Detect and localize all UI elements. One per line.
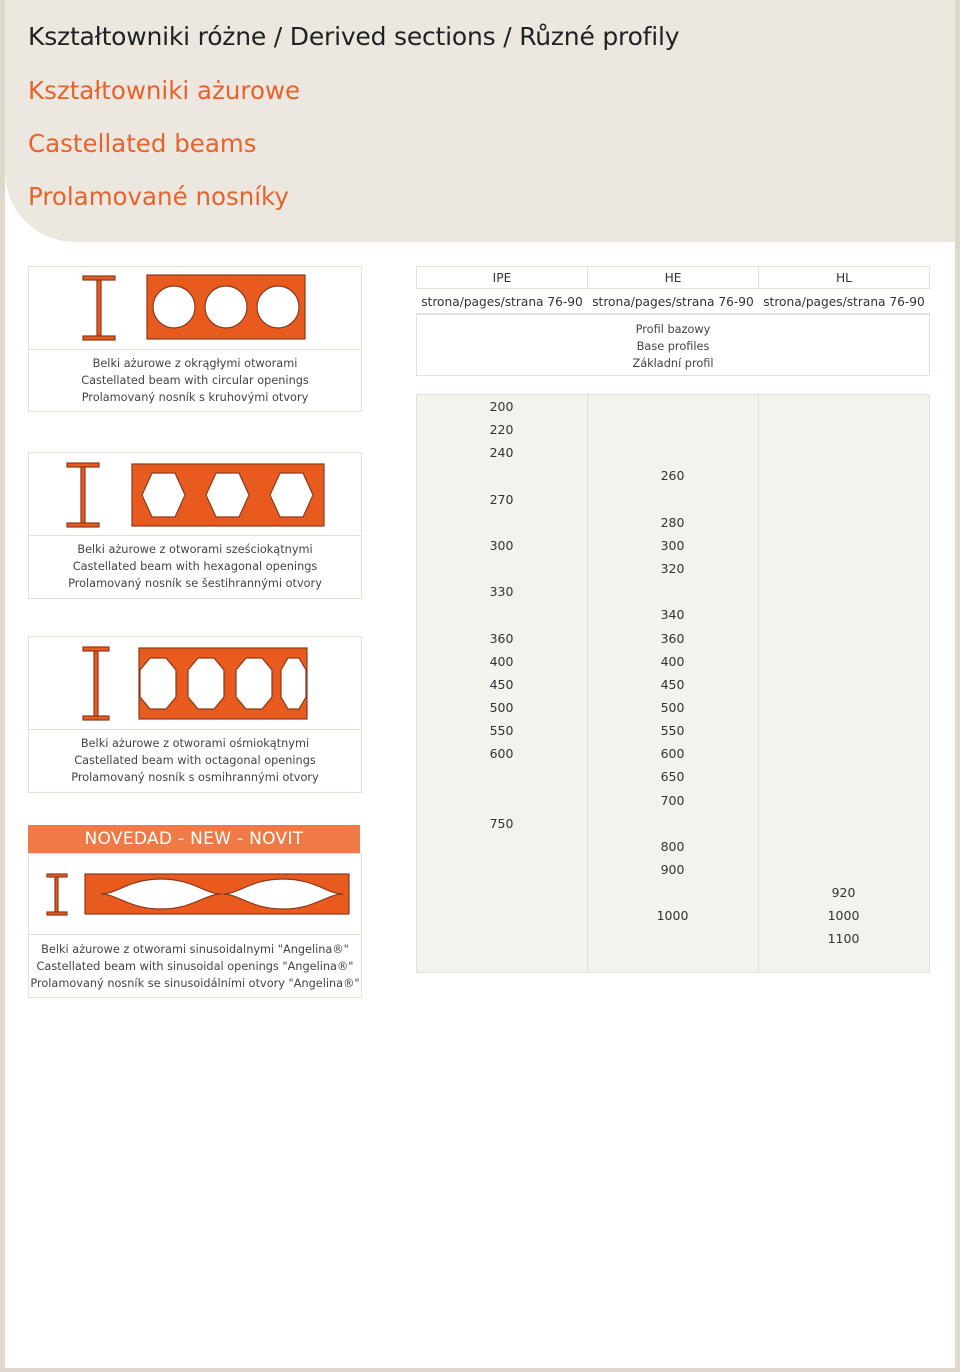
profile-value-ipe: 300 <box>489 538 514 553</box>
profile-value-he: 450 <box>660 677 685 692</box>
i-beam-hexagonal-openings-icon <box>29 453 361 535</box>
profile-value-he: 550 <box>660 723 685 738</box>
caption-en: Castellated beam with sinusoidal openings "Angelina®" <box>36 960 354 973</box>
profile-value-hl: 1000 <box>827 908 860 923</box>
profile-value-he: 340 <box>660 607 685 622</box>
profile-value-he: 320 <box>660 561 685 576</box>
caption-pl: Belki ażurowe z otworami sinusoidalnymi "Angelina®" <box>41 943 349 956</box>
profile-value-he: 360 <box>660 631 685 646</box>
profile-value-he: 700 <box>660 793 685 808</box>
caption-pl: Belki ażurowe z otworami sześciokątnymi <box>77 543 313 556</box>
profile-value-he: 900 <box>660 862 685 877</box>
profile-value-ipe: 450 <box>489 677 514 692</box>
profile-value-hl: 1100 <box>827 931 860 946</box>
profile-value-he: 300 <box>660 538 685 553</box>
profile-value-ipe: 330 <box>489 584 514 599</box>
caption-en: Castellated beam with circular openings <box>81 374 309 387</box>
profile-value-he: 800 <box>660 839 685 854</box>
beam-caption <box>29 735 361 786</box>
caption-cz: Prolamovaný nosník s osmihrannými otvory <box>71 771 319 784</box>
caption-en: Castellated beam with hexagonal openings <box>72 560 318 573</box>
profile-value-ipe: 240 <box>489 445 514 460</box>
profile-value-ipe: 270 <box>489 492 514 507</box>
profile-value-he: 260 <box>660 468 685 483</box>
base-profile-cz: Základní profil <box>632 357 714 370</box>
profile-value-ipe: 200 <box>489 399 514 414</box>
subtitle-cz: Prolamované nosníky <box>28 182 289 211</box>
page-title: Kształtowniki różne / Derived sections / Různé profily <box>28 22 680 51</box>
beam-caption <box>29 541 361 592</box>
profile-value-he: 280 <box>660 515 685 530</box>
pages-ref-hl: strona/pages/strana 76-90 <box>758 290 930 314</box>
base-profile-label <box>416 314 930 376</box>
subtitle-en: Castellated beams <box>28 129 257 158</box>
i-beam-circular-openings-icon <box>29 267 361 349</box>
caption-cz: Prolamovaný nosník s kruhovými otvory <box>81 391 309 404</box>
profile-value-ipe: 550 <box>489 723 514 738</box>
i-beam-sinusoidal-openings-icon <box>29 854 361 934</box>
profile-value-hl: 920 <box>831 885 856 900</box>
new-banner: NOVEDAD - NEW - NOVIT <box>28 825 360 853</box>
profile-value-he: 600 <box>660 746 685 761</box>
beam-card-circular <box>28 266 362 412</box>
column-header-ipe: IPE <box>416 266 588 289</box>
profile-value-ipe: 220 <box>489 422 514 437</box>
profile-value-he: 400 <box>660 654 685 669</box>
profile-value-he: 650 <box>660 769 685 784</box>
beam-illustration <box>29 854 361 935</box>
profile-value-ipe: 600 <box>489 746 514 761</box>
column-header-hl: HL <box>758 266 930 289</box>
beam-card-octagonal <box>28 636 362 793</box>
beam-card-sinusoidal <box>28 853 362 998</box>
caption-pl: Belki ażurowe z okrągłymi otworami <box>92 357 298 370</box>
pages-ref-he: strona/pages/strana 76-90 <box>587 290 759 314</box>
pages-ref-ipe: strona/pages/strana 76-90 <box>416 290 588 314</box>
profile-value-he: 1000 <box>656 908 689 923</box>
base-profile-pl: Profil bazowy <box>635 323 711 336</box>
profile-value-ipe: 360 <box>489 631 514 646</box>
profile-value-ipe: 400 <box>489 654 514 669</box>
caption-cz: Prolamovaný nosník se šestihrannými otvory <box>68 577 322 590</box>
i-beam-octagonal-openings-icon <box>29 637 361 729</box>
profile-value-ipe: 750 <box>489 816 514 831</box>
caption-en: Castellated beam with octagonal openings <box>74 754 316 767</box>
profile-value-he: 500 <box>660 700 685 715</box>
subtitle-pl: Kształtowniki ażurowe <box>28 76 301 105</box>
beam-illustration <box>29 637 361 730</box>
profile-value-ipe: 500 <box>489 700 514 715</box>
caption-pl: Belki ażurowe z otworami ośmiokątnymi <box>80 737 310 750</box>
beam-caption <box>29 355 361 406</box>
beam-caption <box>29 941 361 992</box>
base-profile-en: Base profiles <box>636 340 710 353</box>
beam-illustration <box>29 267 361 350</box>
beam-illustration <box>29 453 361 536</box>
caption-cz: Prolamovaný nosník se sinusoidálními otvory "Angelina®" <box>30 977 360 990</box>
beam-card-hexagonal <box>28 452 362 599</box>
column-header-he: HE <box>587 266 759 289</box>
